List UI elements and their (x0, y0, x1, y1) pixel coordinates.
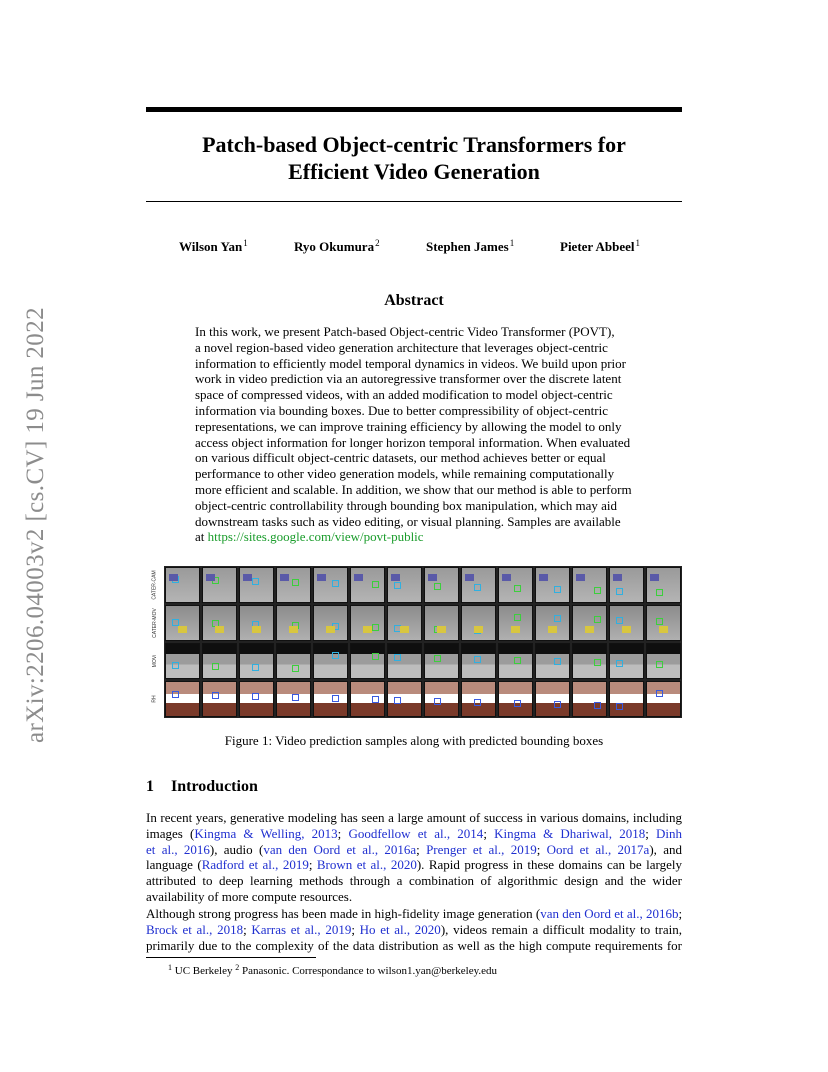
bounding-box-marker (514, 657, 521, 664)
row-label-text: RH (151, 695, 158, 703)
paragraph-line (146, 938, 682, 954)
paragraph-line (146, 922, 682, 938)
cater-mov-frame (572, 605, 607, 641)
citation-link[interactable]: et al., 2016 (146, 841, 210, 857)
footnote-text-2: Panasonic. Correspondance to wilson1.yan@berkeley.edu (239, 965, 497, 977)
cater-cam-frame (572, 567, 607, 603)
cater-cam-frame (609, 567, 644, 603)
paragraph-text: ; (483, 825, 495, 841)
bounding-box-marker (434, 583, 441, 590)
scene-object (622, 626, 631, 633)
paragraph-text: Although strong progress has been made in high-fidelity image generation ( (146, 906, 541, 921)
rh-frame (498, 681, 533, 717)
section-heading (146, 778, 258, 796)
scene-object (585, 626, 594, 633)
paragraph-line (146, 889, 682, 905)
scene-object (215, 626, 224, 633)
movi-frame (313, 643, 348, 679)
bounding-box-marker (372, 581, 379, 588)
scene-object (317, 574, 326, 581)
cater-mov-frame (424, 605, 459, 641)
rh-frame (646, 681, 681, 717)
cater-mov-frame (461, 605, 496, 641)
citation-link[interactable]: Prenger et al., 2019 (426, 841, 537, 857)
section-number: 1 (146, 778, 154, 795)
paragraph-text: images ( (146, 825, 195, 841)
cater-mov-frame (202, 605, 237, 641)
abstract-line: access object information for longer horizon temporal information. When evaluated (195, 434, 631, 450)
author-1 (179, 238, 248, 255)
bounding-box-marker (514, 585, 521, 592)
paragraph-text: In recent years, generative modeling has seen a large amount of success in various domains, including (146, 810, 682, 825)
title-line-2: Efficient Video Generation (288, 159, 540, 184)
paragraph-text: ), audio ( (209, 841, 264, 857)
abstract-line: information via bounding boxes. Due to better compressibility of object-centric (195, 402, 609, 418)
rh-frame (350, 681, 385, 717)
paragraph-text: ; (678, 906, 683, 921)
bounding-box-marker (656, 618, 663, 625)
bounding-box-marker (372, 624, 379, 631)
bounding-box-marker (332, 695, 339, 702)
abstract-line: performance to other video generation models, while remaining computationally (195, 466, 615, 482)
cater-mov-frame (239, 605, 274, 641)
section-title: Introduction (171, 778, 258, 795)
scene-object (465, 574, 474, 581)
citation-link[interactable]: Brock et al., 2018 (146, 921, 244, 937)
scene-object (650, 574, 659, 581)
movi-frame (387, 643, 422, 679)
scene-object (502, 574, 511, 581)
footnote (168, 963, 497, 977)
abstract-line: In this work, we present Patch-based Object-centric Video Transformer (POVT), (195, 324, 615, 339)
paragraph-line (146, 873, 682, 889)
paragraph-line (146, 826, 682, 842)
citation-link[interactable]: Radford et al., 2019 (201, 857, 309, 873)
cater-cam-frame (165, 567, 200, 603)
intro-paragraph-2 (146, 906, 682, 953)
citation-link[interactable]: van den Oord et al., 2016b (540, 906, 679, 921)
bounding-box-marker (554, 615, 561, 622)
scene-object (437, 626, 446, 633)
abstract-heading: Abstract (384, 292, 444, 309)
cater-cam-frame (313, 567, 348, 603)
cater-cam-frame (387, 567, 422, 603)
bounding-box-marker (292, 694, 299, 701)
cater-mov-frame (646, 605, 681, 641)
author-affiliation: 1 (509, 238, 515, 248)
cater-cam-frame (202, 567, 237, 603)
abstract-line: representations, we can improve training efficiency by allowing the model to only (195, 418, 622, 434)
movi-frame (202, 643, 237, 679)
cater-cam-frame (498, 567, 533, 603)
cater-cam-frame (535, 567, 570, 603)
paragraph-text: ; (645, 825, 656, 841)
paragraph-text: ). Rapid progress in these domains can be largely (416, 857, 682, 873)
scene-object (354, 574, 363, 581)
abstract-body (195, 324, 635, 545)
bounding-box-marker (554, 658, 561, 665)
paragraph-text: availability of more compute resources. (146, 888, 353, 904)
abstract-line: more efficient and scalable. In addition, we show that our method is able to perform (195, 481, 632, 497)
row-label-text: CATER-MOV (152, 608, 159, 638)
scene-object (474, 626, 483, 633)
movi-frame (350, 643, 385, 679)
scene-object (576, 574, 585, 581)
abstract-line: object-centric controllability through bounding box manipulation, which may aid (195, 497, 618, 513)
scene-object (548, 626, 557, 633)
cater-mov-frame (313, 605, 348, 641)
bounding-box-marker (332, 652, 339, 659)
bounding-box-marker (594, 702, 601, 709)
paragraph-line (146, 857, 682, 873)
bounding-box-marker (656, 661, 663, 668)
citation-link[interactable]: Ho et al., 2020 (359, 921, 441, 937)
bounding-box-marker (554, 586, 561, 593)
arxiv-identifier-stamp (16, 290, 56, 760)
cater-cam-frame (646, 567, 681, 603)
bounding-box-marker (252, 664, 259, 671)
citation-link[interactable]: Dinh (655, 825, 682, 841)
author-affiliation: 1 (243, 238, 248, 248)
scene-object (400, 626, 409, 633)
bounding-box-marker (594, 659, 601, 666)
bounding-box-marker (172, 691, 179, 698)
scene-object (391, 574, 400, 581)
figure-1 (146, 566, 682, 718)
bounding-box-marker (554, 701, 561, 708)
bounding-box-marker (594, 616, 601, 623)
citation-link[interactable]: Goodfellow et al., 2014 (348, 825, 484, 841)
author-name: Ryo Okumura (294, 239, 375, 254)
paragraph-text: ), videos remain a difficult modality to train, (440, 921, 682, 937)
citation-link[interactable]: Kingma & Welling, 2013 (194, 825, 338, 841)
author-list (146, 238, 682, 258)
bounding-box-marker (594, 587, 601, 594)
author-3 (426, 238, 514, 255)
rh-frame (239, 681, 274, 717)
cater-mov-frame (276, 605, 311, 641)
author-name: Wilson Yan (179, 239, 243, 254)
abstract-line: on various difficult object-centric datasets, our method achieves better or equal (195, 450, 606, 466)
rh-frame (202, 681, 237, 717)
bounding-box-marker (394, 654, 401, 661)
paragraph-line (146, 842, 682, 858)
movi-frame (276, 643, 311, 679)
bounding-box-marker (292, 579, 299, 586)
bounding-box-marker (394, 697, 401, 704)
rh-frame (387, 681, 422, 717)
rh-frame (424, 681, 459, 717)
citation-link[interactable]: van den Oord et al., 2016a (263, 841, 417, 857)
rh-frame (165, 681, 200, 717)
scene-object (511, 626, 520, 633)
cater-mov-frame (609, 605, 644, 641)
rh-frame (313, 681, 348, 717)
cater-cam-frame (239, 567, 274, 603)
bounding-box-marker (474, 699, 481, 706)
cater-mov-frame (498, 605, 533, 641)
bounding-box-marker (212, 692, 219, 699)
bounding-box-marker (616, 617, 623, 624)
paragraph-text: ; (308, 857, 317, 873)
row-label-cater-cam (146, 566, 164, 604)
paragraph-text: ; (351, 921, 360, 937)
paragraph-text: ; (416, 841, 427, 857)
bounding-box-marker (656, 589, 663, 596)
video-frame-grid (164, 566, 682, 718)
abstract-line: information to efficiently model temporal dynamics in videos. We build upon prior (195, 355, 626, 371)
citation-link[interactable]: Kingma & Dhariwal, 2018 (494, 825, 646, 841)
row-label-text: CATER-CAM (152, 570, 159, 600)
abstract-line-prefix: at (195, 529, 208, 545)
abstract-line (195, 529, 635, 545)
cater-mov-frame (165, 605, 200, 641)
rh-frame (572, 681, 607, 717)
footnote-affiliation-2: 2 (235, 963, 240, 972)
row-label-rh (146, 680, 164, 718)
title-bottom-rule (146, 201, 682, 202)
paragraph-text: ), and (649, 841, 682, 857)
bounding-box-marker (514, 614, 521, 621)
author-name: Stephen James (426, 239, 509, 254)
bounding-box-marker (372, 696, 379, 703)
intro-paragraph-1 (146, 810, 682, 905)
movi-frame (535, 643, 570, 679)
bounding-box-marker (394, 582, 401, 589)
author-name: Pieter Abbeel (560, 239, 635, 254)
citation-link[interactable]: Oord et al., 2017a (546, 841, 650, 857)
bounding-box-marker (434, 698, 441, 705)
cater-cam-frame (276, 567, 311, 603)
paper-title (146, 131, 682, 185)
paragraph-line (146, 906, 682, 922)
bounding-box-marker (616, 660, 623, 667)
cater-mov-frame (387, 605, 422, 641)
movi-frame (461, 643, 496, 679)
author-4 (560, 238, 640, 255)
bounding-box-marker (252, 578, 259, 585)
paragraph-line (146, 810, 682, 826)
author-2 (294, 238, 380, 255)
movi-frame (498, 643, 533, 679)
bounding-box-marker (172, 619, 179, 626)
title-line-1: Patch-based Object-centric Transformers for (202, 132, 626, 157)
bounding-box-marker (656, 690, 663, 697)
scene-object (428, 574, 437, 581)
paragraph-text: attributed to deep learning methods through a combination of algorithmic design and the wider (146, 873, 682, 889)
cater-cam-frame (350, 567, 385, 603)
footnote-text-1: UC Berkeley (172, 965, 236, 977)
scene-object (280, 574, 289, 581)
bounding-box-marker (372, 653, 379, 660)
movi-frame (239, 643, 274, 679)
scene-object (289, 626, 298, 633)
row-label-movi (146, 642, 164, 680)
scene-object (243, 574, 252, 581)
movi-frame (609, 643, 644, 679)
paragraph-text: language ( (146, 857, 202, 873)
abstract-line: space of compressed videos, with an added modification to model object-centric (195, 387, 613, 403)
rh-frame (535, 681, 570, 717)
author-affiliation: 2 (375, 238, 380, 248)
bounding-box-marker (616, 703, 623, 710)
citation-link[interactable]: Karras et al., 2019 (251, 921, 352, 937)
bounding-box-marker (514, 700, 521, 707)
scene-object (539, 574, 548, 581)
cater-cam-frame (424, 567, 459, 603)
arxiv-id-text: arXiv:2206.04003v2 [cs.CV] 19 Jun 2022 (22, 306, 50, 744)
row-label-text: MOVi (151, 654, 158, 668)
movi-frame (646, 643, 681, 679)
bounding-box-marker (252, 693, 259, 700)
abstract-line: downstream tasks such as video editing, or visual planning. Samples are available (195, 513, 621, 529)
movi-frame (424, 643, 459, 679)
scene-object (206, 574, 215, 581)
footnote-rule (146, 957, 316, 958)
scene-object (252, 626, 261, 633)
scene-object (659, 626, 668, 633)
paragraph-text: ; (243, 921, 252, 937)
footnote-affiliation-1: 1 (168, 963, 172, 972)
scene-object (613, 574, 622, 581)
author-affiliation: 1 (635, 238, 640, 248)
samples-link[interactable]: https://sites.google.com/view/povt-public (207, 529, 424, 545)
bounding-box-marker (434, 655, 441, 662)
paragraph-text: ; (536, 841, 547, 857)
scene-object (326, 626, 335, 633)
figure-caption: Figure 1: Video prediction samples along with predicted bounding boxes (224, 733, 604, 748)
paragraph-text: ; (337, 825, 349, 841)
abstract-line: a novel region-based video generation architecture that leverages object-centric (195, 339, 608, 355)
title-top-rule (146, 107, 682, 112)
abstract-line: work in video prediction via an autoregressive transformer over the discrete latent (195, 371, 622, 387)
scene-object (169, 574, 178, 581)
citation-link[interactable]: Brown et al., 2020 (316, 857, 417, 873)
paragraph-text: primarily due to the complexity of the data distribution as well as the high compute requirements for (146, 937, 682, 953)
scene-object (363, 626, 372, 633)
movi-frame (165, 643, 200, 679)
bounding-box-marker (172, 662, 179, 669)
rh-frame (461, 681, 496, 717)
rh-frame (609, 681, 644, 717)
movi-frame (572, 643, 607, 679)
scene-object (178, 626, 187, 633)
bounding-box-marker (212, 663, 219, 670)
rh-frame (276, 681, 311, 717)
bounding-box-marker (292, 665, 299, 672)
bounding-box-marker (474, 584, 481, 591)
bounding-box-marker (332, 580, 339, 587)
row-label-cater-mov (146, 604, 164, 642)
cater-mov-frame (350, 605, 385, 641)
bounding-box-marker (616, 588, 623, 595)
cater-cam-frame (461, 567, 496, 603)
bounding-box-marker (474, 656, 481, 663)
cater-mov-frame (535, 605, 570, 641)
